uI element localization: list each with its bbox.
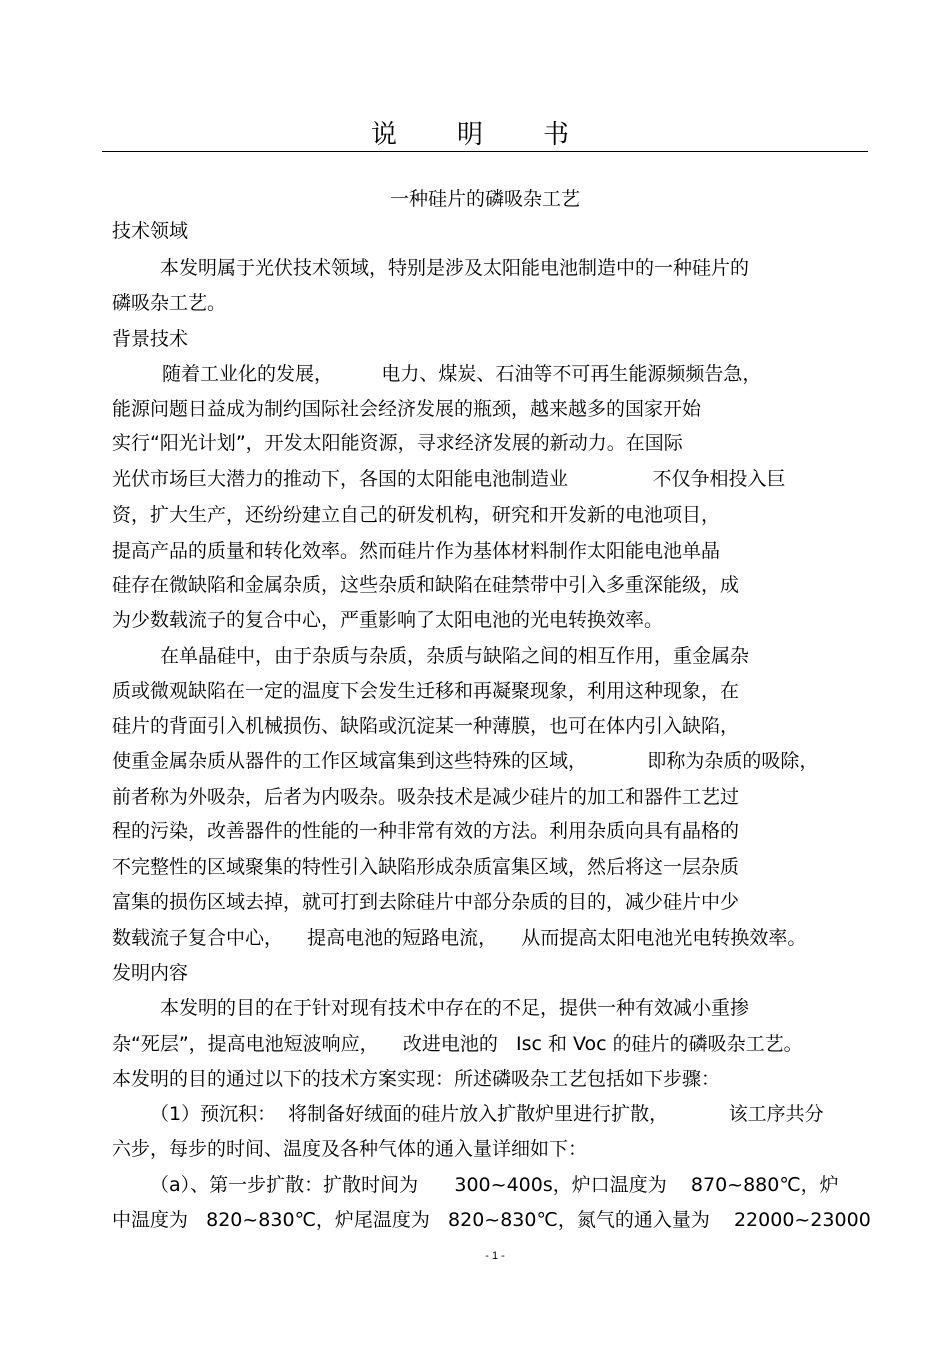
paragraph-line: 中温度为 820~830℃，炉尾温度为 820~830℃，氮气的通入量为 22000~23000 [112,1209,871,1231]
paragraph-line: 资，扩大生产，还纷纷建立自己的研发机构，研究和开发新的电池项目， [112,504,721,526]
paragraph-line: 杂“死层”，提高电池短波响应， 改进电池的 Isc 和 Voc 的硅片的磷吸杂工艺。 [112,1033,803,1055]
invention-title: 一种硅片的磷吸杂工艺 [389,188,580,210]
paragraph-line: 能源问题日益成为制约国际社会经济发展的瓶颈，越来越多的国家开始 [112,398,702,420]
paragraph-line: 质或微观缺陷在一定的温度下会发生迁移和再凝聚现象，利用这种现象，在 [112,680,740,702]
paragraph-line: 光伏市场巨大潜力的推动下，各国的太阳能电池制造业 不仅争相投入巨 [112,468,786,490]
paragraph-line: 在单晶硅中，由于杂质与杂质，杂质与缺陷之间的相互作用，重金属杂 [160,645,750,667]
paragraph-line: （a）、第一步扩散：扩散时间为 300~400s，炉口温度为 870~880℃，炉 [150,1174,839,1196]
section-heading: 技术领域 [112,220,189,242]
paragraph-line: 硅片的背面引入机械损伤、缺陷或沉淀某一种薄膜，也可在体内引入缺陷， [112,715,740,737]
paragraph-line: 为少数载流子的复合中心，严重影响了太阳电池的光电转换效率。 [112,609,664,631]
paragraph-line: 不完整性的区域聚集的特性引入缺陷形成杂质富集区域，然后将这一层杂质 [112,856,740,878]
title-divider [102,151,868,152]
paragraph-line: 富集的损伤区域去掉，就可打到去除硅片中部分杂质的目的，减少硅片中少 [112,891,740,913]
paragraph-line: 本发明的目的在于针对现有技术中存在的不足，提供一种有效减小重掺 [160,997,750,1019]
section-heading: 背景技术 [112,328,189,350]
page-number: - 1 - [485,1250,505,1262]
paragraph-line: 使重金属杂质从器件的工作区域富集到这些特殊的区域， 即称为杂质的吸除， [112,750,819,772]
paragraph-line: 本发明属于光伏技术领域，特别是涉及太阳能电池制造中的一种硅片的 [160,257,750,279]
paragraph-line: 随着工业化的发展， 电力、煤炭、石油等不可再生能源频频告急， [162,363,762,385]
section-heading: 发明内容 [112,962,189,984]
paragraph-line: 程的污染，改善器件的性能的一种非常有效的方法。利用杂质向具有晶格的 [112,820,740,842]
paragraph-line: 磷吸杂工艺。 [112,292,227,314]
paragraph-line: 前者称为外吸杂，后者为内吸杂。吸杂技术是减少硅片的加工和器件工艺过 [112,786,740,808]
paragraph-line: 六步，每步的时间、温度及各种气体的通入量详细如下： [112,1138,588,1160]
page-title: 说明书 [370,120,629,150]
paragraph-line: 实行“阳光计划”，开发太阳能资源，寻求经济发展的新动力。在国际 [112,432,683,454]
paragraph-line: 提高产品的质量和转化效率。然而硅片作为基体材料制作太阳能电池单晶 [112,540,721,562]
paragraph-line: 数载流子复合中心， 提高电池的短路电流， 从而提高太阳电池光电转换效率。 [112,927,807,949]
paragraph-line: 硅存在微缺陷和金属杂质，这些杂质和缺陷在硅禁带中引入多重深能级，成 [112,574,740,596]
paragraph-line: （1）预沉积： 将制备好绒面的硅片放入扩散炉里进行扩散， 该工序共分 [150,1103,824,1125]
paragraph-line: 本发明的目的通过以下的技术方案实现：所述磷吸杂工艺包括如下步骤： [112,1068,721,1090]
